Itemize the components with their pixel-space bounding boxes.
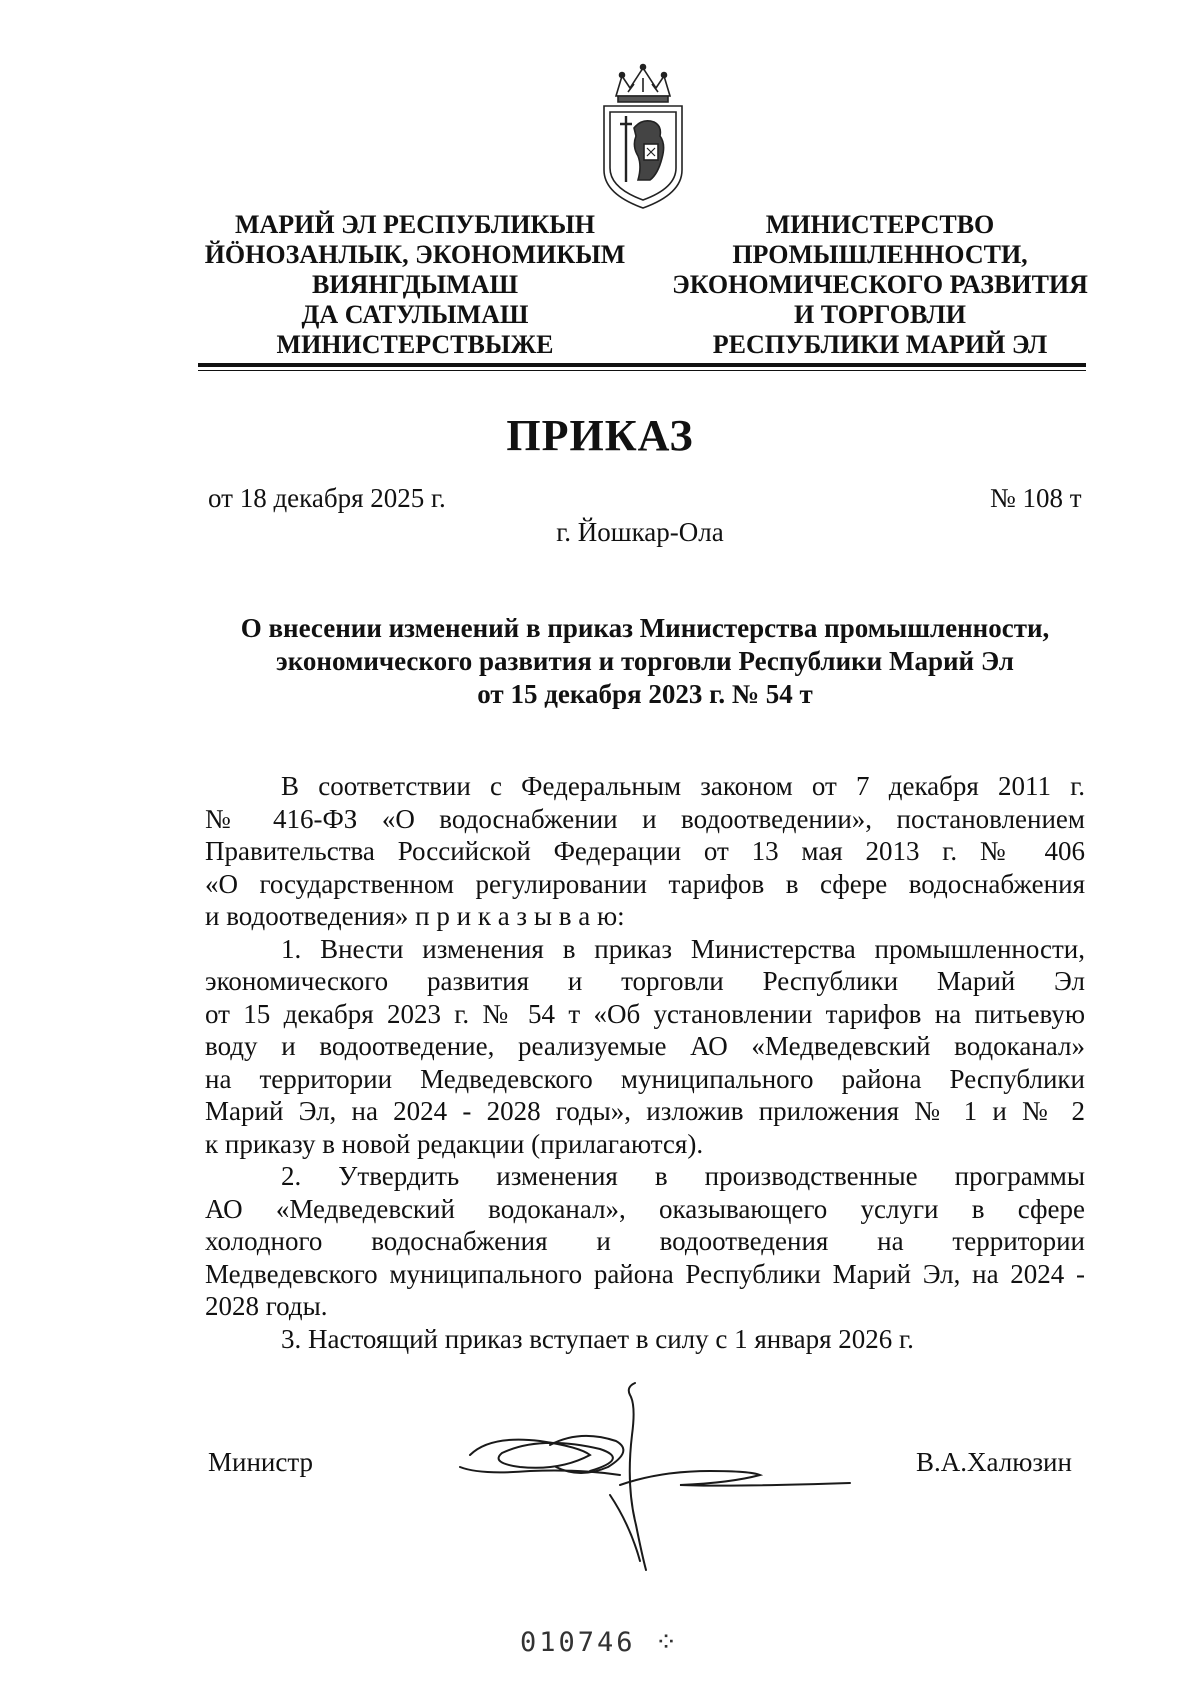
coat-of-arms-emblem — [598, 62, 688, 210]
header-left-line: ВИЯНГДЫМАШ — [311, 270, 519, 299]
document-city: г. Йошкар-Ола — [556, 517, 724, 547]
header-left-line: МИНИСТЕРСТВЫЖЕ — [276, 330, 554, 359]
body-line: В соответствии с Федеральным законом от 7 декабря 2011 г. — [281, 771, 1085, 801]
document-title: ПРИКАЗ — [506, 411, 694, 460]
signature-role: Министр — [208, 1447, 313, 1477]
body-line: холодного водоснабжения и водоотведения на территории — [205, 1226, 1085, 1256]
body-line: к приказу в новой редакции (прилагаются). — [205, 1128, 704, 1159]
body-line: Марий Эл, на 2024 - 2028 годы», изложив приложения № 1 и № 2 — [205, 1096, 1085, 1126]
header-right-line: И ТОРГОВЛИ — [794, 300, 966, 329]
signature-name: В.А.Халюзин — [916, 1447, 1072, 1477]
body-line: Правительства Российской Федерации от 13 мая 2013 г. № 406 — [205, 836, 1085, 866]
body-line: 1. Внести изменения в приказ Министерства промышленности, — [281, 933, 1085, 964]
header-left-ministry-mari — [195, 210, 635, 360]
header-left-line: ДА САТУЛЫМАШ — [301, 300, 529, 329]
body-line: 2028 годы. — [205, 1291, 328, 1321]
body-line: АО «Медведевский водоканал», оказывающего услуги в сфере — [205, 1193, 1085, 1224]
document-number: № 108 т — [990, 483, 1082, 513]
body-line: на территории Медведевского муниципального района Республики — [205, 1063, 1085, 1094]
header-left-line: ЙÖНОЗАНЛЫК, ЭКОНОМИКЫМ — [204, 240, 626, 269]
body-line: от 15 декабря 2023 г. № 54 т «Об установлении тарифов на питьевую — [205, 998, 1085, 1029]
body-line: 3. Настоящий приказ вступает в силу с 1 января 2026 г. — [281, 1323, 914, 1354]
document-subject — [205, 612, 1085, 711]
header-divider-thin — [198, 370, 1086, 371]
header-right-ministry-russian — [660, 210, 1100, 360]
body-line: и водоотведения» п р и к а з ы в а ю: — [205, 901, 625, 931]
header-divider-thick — [198, 363, 1086, 367]
header-right-line: ЭКОНОМИЧЕСКОГО РАЗВИТИЯ — [672, 270, 1088, 299]
subject-line: экономического развития и торговли Республики Марий Эл — [276, 646, 1014, 676]
header-right-line: МИНИСТЕРСТВО — [765, 210, 995, 239]
body-line: «О государственном регулировании тарифов в сфере водоснабжения — [205, 868, 1085, 899]
body-line: Медведевского муниципального района Республики Марий Эл, на 2024 - — [205, 1258, 1085, 1289]
body-line: экономического развития и торговли Республики Марий Эл — [205, 966, 1085, 996]
subject-line: от 15 декабря 2023 г. № 54 т — [477, 679, 813, 709]
document-serial-number: 010746 ⁘ — [520, 1627, 681, 1658]
document-date: от 18 декабря 2025 г. — [208, 483, 446, 513]
header-right-line: РЕСПУБЛИКИ МАРИЙ ЭЛ — [712, 330, 1048, 359]
body-line: 2. Утвердить изменения в производственные программы — [281, 1161, 1085, 1191]
subject-line: О внесении изменений в приказ Министерства промышленности, — [240, 613, 1050, 643]
document-body — [205, 770, 1085, 1355]
header-left-line: МАРИЙ ЭЛ РЕСПУБЛИКЫН — [234, 210, 596, 239]
body-line: воду и водоотведение, реализуемые АО «Медведевский водоканал» — [205, 1031, 1085, 1061]
header-right-line: ПРОМЫШЛЕННОСТИ, — [732, 240, 1028, 269]
handwritten-signature — [430, 1375, 900, 1575]
body-line: № 416-ФЗ «О водоснабжении и водоотведении», постановлением — [205, 803, 1085, 834]
